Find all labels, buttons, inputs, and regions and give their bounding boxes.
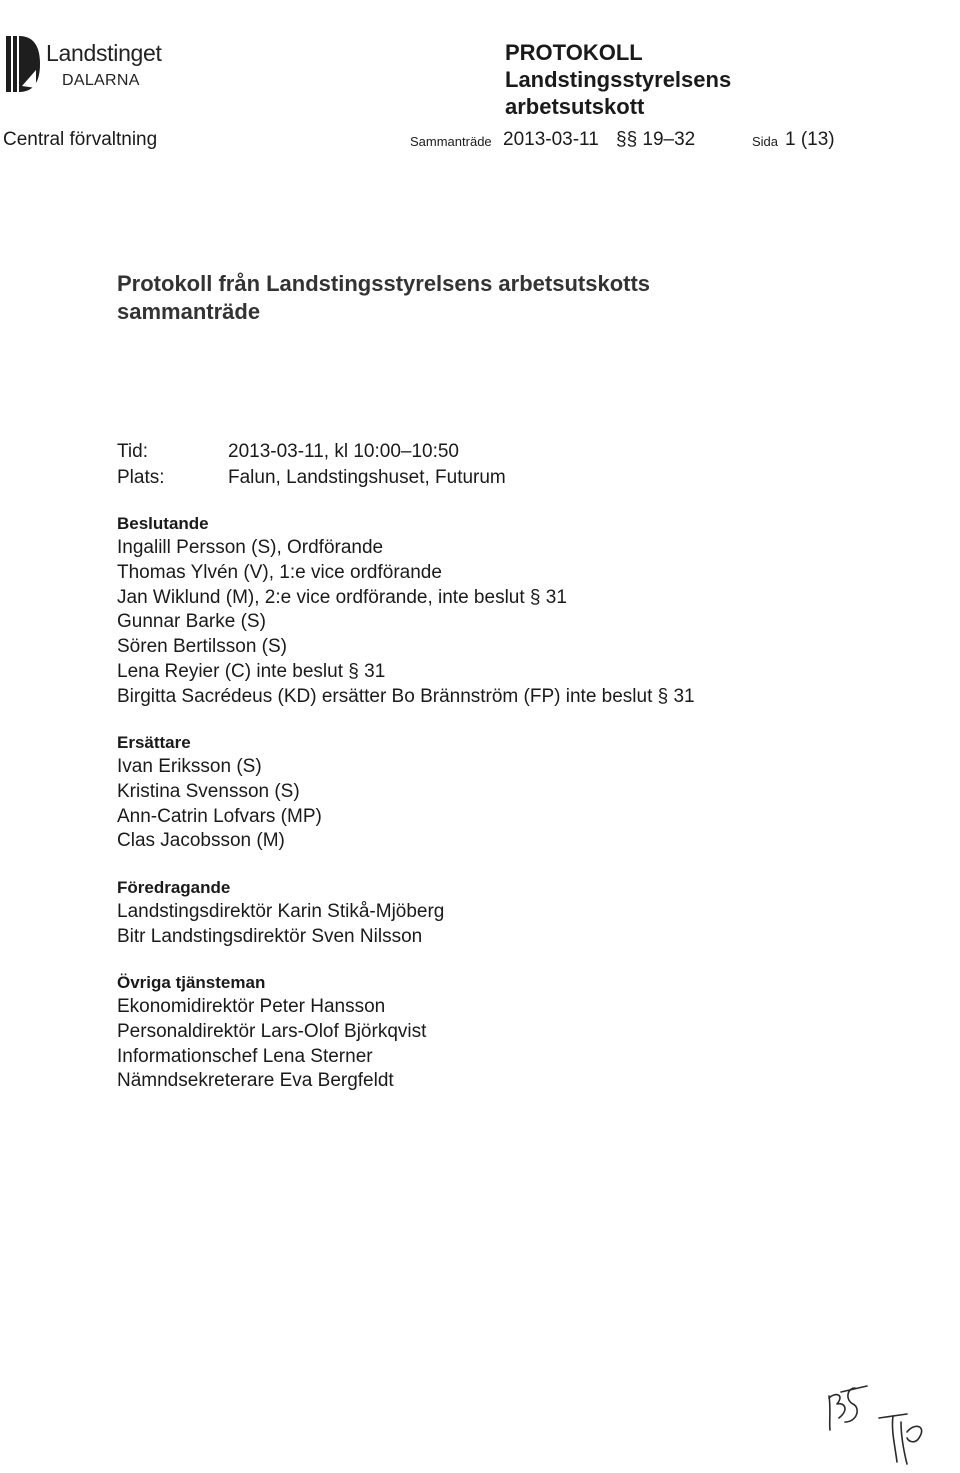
attendee-item: Personaldirektör Lars-Olof Björkqvist [117,1020,427,1042]
section-foredragande [117,875,877,950]
section-ersattare [117,730,877,854]
attendee-item: Nämndsekreterare Eva Bergfeldt [117,1070,394,1092]
document-title [117,270,817,326]
attendee-item: Lena Reyier (C) inte beslut § 31 [117,660,386,682]
attendee-item: Ingalill Persson (S), Ordförande [117,537,384,558]
attendee-item: Ann-Catrin Lofvars (MP) [117,805,322,827]
page-label: Sida [752,134,779,149]
attendee-list [117,995,877,1094]
attendee-item: Ekonomidirektör Peter Hansson [117,996,386,1017]
section-heading: Föredragande [117,878,231,897]
attendee-item: Kristina Svensson (S) [117,780,300,802]
department-name: Central förvaltning [3,129,158,150]
attendee-item: Sören Bertilsson (S) [117,636,288,658]
page-number: 1 (13) [785,129,835,150]
document-title-line-1: Protokoll från Landstingsstyrelsens arbetsutskotts [117,271,651,296]
meeting-label: Sammanträde [410,134,492,149]
attendee-list [117,755,877,854]
attendee-item: Bitr Landstingsdirektör Sven Nilsson [117,925,423,947]
attendee-item: Clas Jacobsson (M) [117,830,285,852]
section-beslutande [117,511,877,710]
attendee-item: Landstingsdirektör Karin Stikå-Mjöberg [117,901,445,922]
section-ovriga-tjansteman [117,970,877,1094]
section-heading: Ersättare [117,733,191,752]
paragraph-range: §§ 19–32 [616,129,696,150]
document-title-line-2: sammanträde [117,299,261,324]
attendee-item: Gunnar Barke (S) [117,611,266,633]
attendee-item: Thomas Ylvén (V), 1:e vice ordförande [117,561,442,583]
issuing-body-line-1: Landstingsstyrelsens [505,67,732,92]
attendee-item: Informationschef Lena Sterner [117,1045,373,1067]
document-type: PROTOKOLL [505,40,643,65]
section-heading: Beslutande [117,514,209,533]
place-label: Plats: [117,467,165,488]
section-heading: Övriga tjänsteman [117,973,266,992]
time-label: Tid: [117,441,148,462]
attendee-item: Ivan Eriksson (S) [117,756,262,777]
meeting-date: 2013-03-11 [503,129,599,150]
time-value: 2013-03-11, kl 10:00–10:50 [228,441,459,462]
attendee-item: Birgitta Sacrédeus (KD) ersätter Bo Brännström (FP) inte beslut § 31 [117,685,695,707]
landstinget-logo-icon [6,36,40,92]
attendee-list [117,900,877,950]
logo-text-landstinget: Landstinget [46,40,162,66]
logo-text-dalarna: DALARNA [62,72,140,89]
attendee-item: Jan Wiklund (M), 2:e vice ordförande, inte beslut § 31 [117,586,567,608]
place-value: Falun, Landstingshuset, Futurum [228,467,506,488]
handwritten-initials-signature [815,1378,935,1468]
attendee-list [117,536,877,710]
issuing-body-line-2: arbetsutskott [505,94,645,119]
